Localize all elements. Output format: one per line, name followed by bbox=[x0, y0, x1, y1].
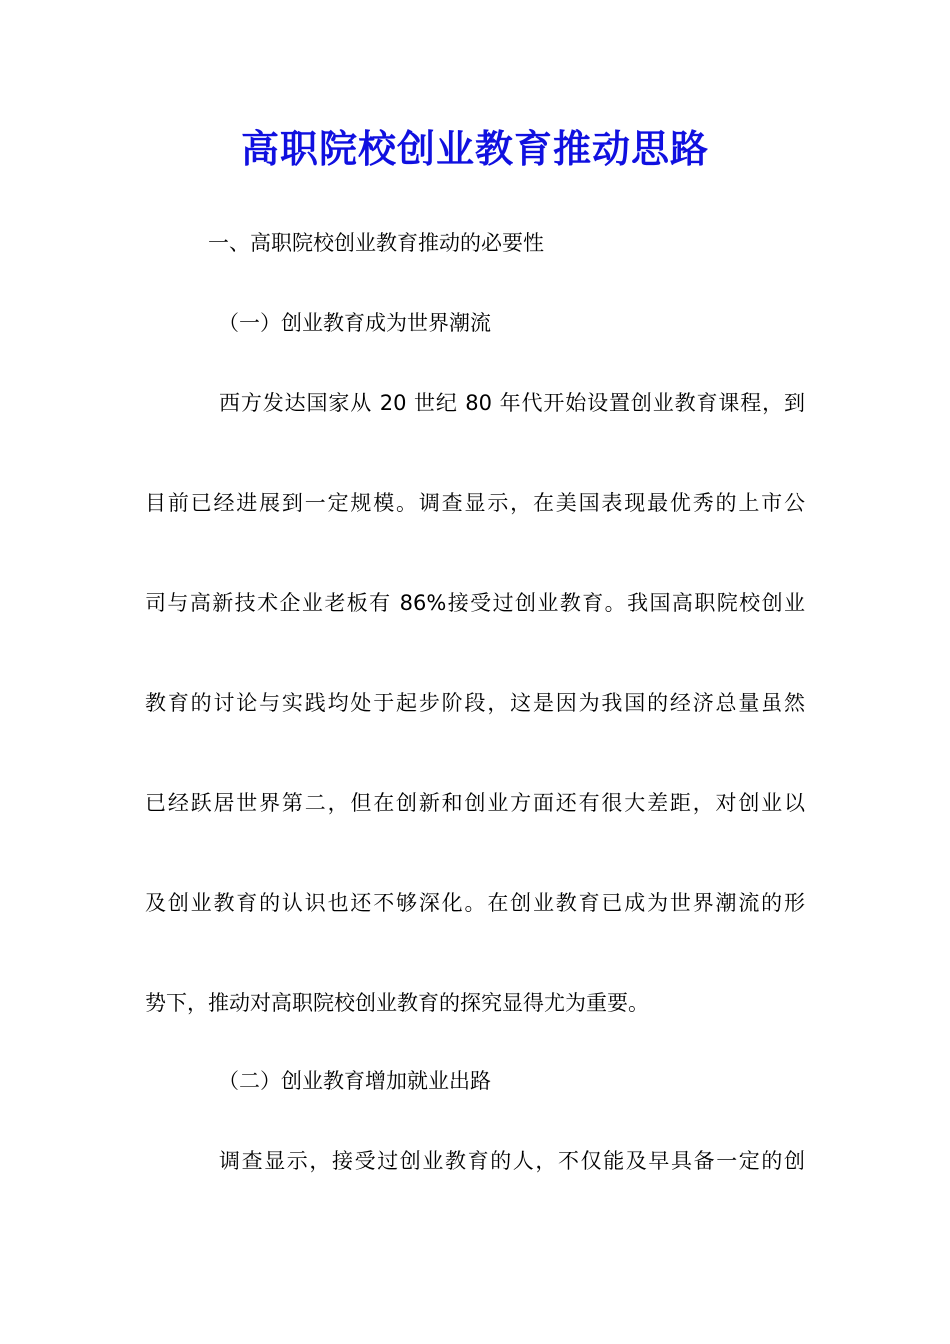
paragraph-2 bbox=[145, 1146, 805, 1176]
paragraph-line: 目前已经进展到一定规模。调查显示，在美国表现最优秀的上市公 bbox=[145, 491, 805, 515]
paragraph-line: 调查显示，接受过创业教育的人，不仅能及早具备一定的创 bbox=[219, 1149, 805, 1173]
paragraph-line: 已经跃居世界第二，但在创新和创业方面还有很大差距，对创业以 bbox=[145, 791, 805, 815]
paragraph-line: 及创业教育的认识也还不够深化。在创业教育已成为世界潮流的形 bbox=[145, 891, 805, 915]
subsection-heading-1: （一）创业教育成为世界潮流 bbox=[218, 311, 491, 335]
paragraph-1 bbox=[145, 388, 805, 1088]
paragraph-line: 势下，推动对高职院校创业教育的探究显得尤为重要。 bbox=[145, 991, 649, 1015]
paragraph-line: 西方发达国家从 20 世纪 80 年代开始设置创业教育课程，到 bbox=[219, 391, 805, 415]
section-heading: 一、高职院校创业教育推动的必要性 bbox=[208, 231, 544, 255]
document-title: 高职院校创业教育推动思路 bbox=[240, 126, 709, 171]
paragraph-line: 教育的讨论与实践均处于起步阶段，这是因为我国的经济总量虽然 bbox=[145, 691, 805, 715]
paragraph-line: 司与高新技术企业老板有 86%接受过创业教育。我国高职院校创业 bbox=[145, 591, 805, 615]
subsection-heading-2: （二）创业教育增加就业出路 bbox=[218, 1069, 491, 1093]
